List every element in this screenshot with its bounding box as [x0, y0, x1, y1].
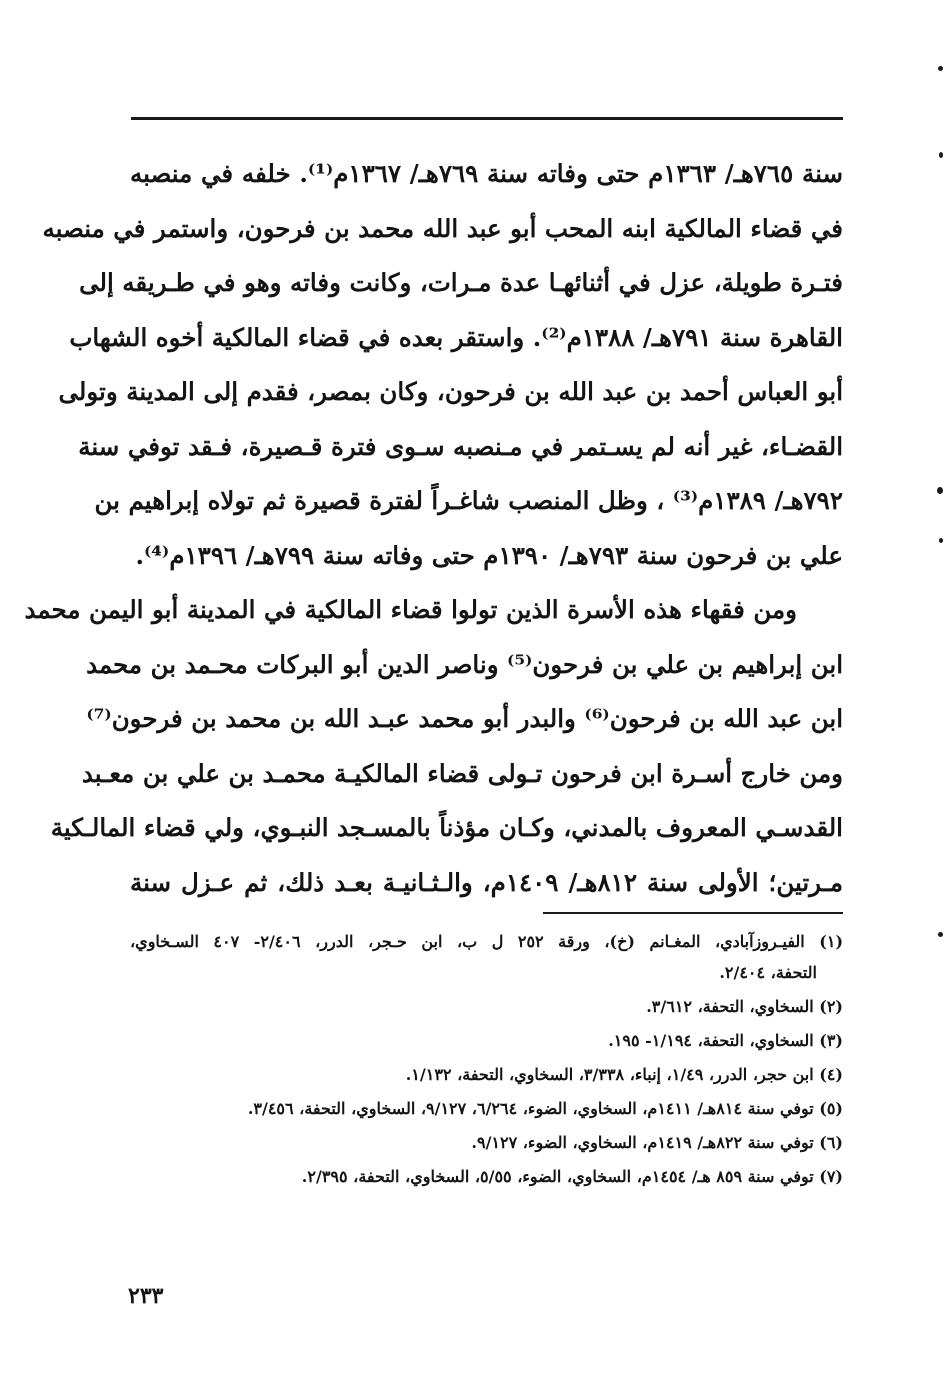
page-number: ٢٣٣ — [128, 1283, 164, 1309]
scan-speck — [939, 152, 943, 158]
text-line: القاهرة سنة ٧٩١هـ/ ١٣٨٨م⁽²⁾. واستقر بعده في قضاء المالكية أخوه الشهاب — [69, 322, 843, 352]
footnote-6: (٦) توفي سنة ٨٢٢هـ/ ١٤١٩م، السخاوي، الضوء، ٩/١٢٧. — [471, 1133, 843, 1152]
main-text — [24, 147, 844, 910]
text-line: ومن خارج أسـرة ابن فرحون تـولى قضاء المالكيـة محمـد بن علي بن معـبد — [81, 758, 843, 788]
scan-speck — [938, 66, 943, 71]
text-line: مـرتين؛ الأولى سنة ٨١٢هـ/ ١٤٠٩م، والـثـانيـة بعـد ذلك، ثم عـزل سنة — [130, 867, 843, 897]
text-line: في قضاء المالكية ابنه المحب أبو عبد الله محمد بن فرحون، واستمر في منصبه — [42, 213, 843, 243]
footnote-rule — [543, 912, 843, 914]
scan-speck — [938, 932, 943, 937]
text-line: علي بن فرحون سنة ٧٩٣هـ/ ١٣٩٠م حتى وفاته سنة ٧٩٩هـ/ ١٣٩٦م⁽⁴⁾. — [135, 540, 843, 570]
text-line: القدسـي المعروف بالمدني، وكـان مؤذناً بالمسـجد النبـوي، ولي قضاء المالـكية — [50, 813, 843, 842]
text-line: أبو العباس أحمد بن عبد الله بن فرحون، وكان بمصر، فقدم إلى المدينة وتولى — [58, 377, 843, 406]
footnote-2: (٢) السخاوي، التحفة، ٣/٦١٢. — [646, 997, 843, 1016]
text-line: فتـرة طويلة، عزل في أثنائهـا عدة مـرات، وكانت وفاته وهو في طـريقه إلى — [79, 268, 843, 297]
footnote-1-continuation: التحفة، ٢/٤٠٤. — [719, 963, 817, 982]
text-line: ابن عبد الله بن فرحون⁽⁶⁾ والبدر أبو محمد عبـد الله بن محمد بن فرحون⁽⁷⁾ — [86, 704, 843, 733]
text-line: ٧٩٢هـ/ ١٣٨٩م⁽³⁾ ، وظل المنصب شاغـراً لفترة قصيرة ثم تولاه إبراهيم بن — [94, 486, 843, 515]
text-line: سنة ٧٦٥هـ/ ١٣٦٣م حتى وفاته سنة ٧٦٩هـ/ ١٣٦٧م⁽¹⁾. خلفه في منصبه — [130, 159, 844, 188]
footnote-5: (٥) توفي سنة ٨١٤هـ/ ١٤١١م، السخاوي، الضوء، ٦/٢٦٤، ٩/١٢٧، السخاوي، التحفة، ٣/٤٥٦. — [247, 1099, 843, 1118]
footnote-4: (٤) ابن حجر، الدرر، ١/٤٩، إنباء، ٣/٣٣٨، السخاوي، التحفة، ١/١٣٢. — [405, 1065, 843, 1084]
header-rule — [131, 117, 843, 120]
text-line: ابن إبراهيم بن علي بن فرحون⁽⁵⁾ وناصر الدين أبو البركات محـمد بن محمد — [86, 649, 843, 679]
scan-speck — [937, 487, 943, 494]
scan-speck — [939, 538, 943, 543]
footnote-7: (٧) توفي سنة ٨٥٩ هـ/ ١٤٥٤م، السخاوي، الضوء، ٥/٥٥، السخاوي، التحفة، ٢/٣٩٥. — [301, 1167, 843, 1186]
footnote-3: (٣) السخاوي، التحفة، ١/١٩٤- ١٩٥. — [608, 1031, 843, 1050]
footnote-1: (١) الفيـروزآبادي، المغـانم (خ)، ورقة ٢٥٢ ل ب، ابن حـجر، الدرر، ٢/٤٠٦- ٤٠٧ السـخاوي، — [130, 932, 844, 951]
text-line: القضـاء، غير أنه لم يسـتمر في مـنصبه سـوى فترة قـصيرة، فـقد توفي سنة — [78, 431, 843, 461]
paragraph-start-line: ومن فقهاء هذه الأسرة الذين تولوا قضاء المالكية في المدينة أبو اليمن محمد — [24, 595, 797, 624]
footnotes — [130, 925, 843, 1194]
